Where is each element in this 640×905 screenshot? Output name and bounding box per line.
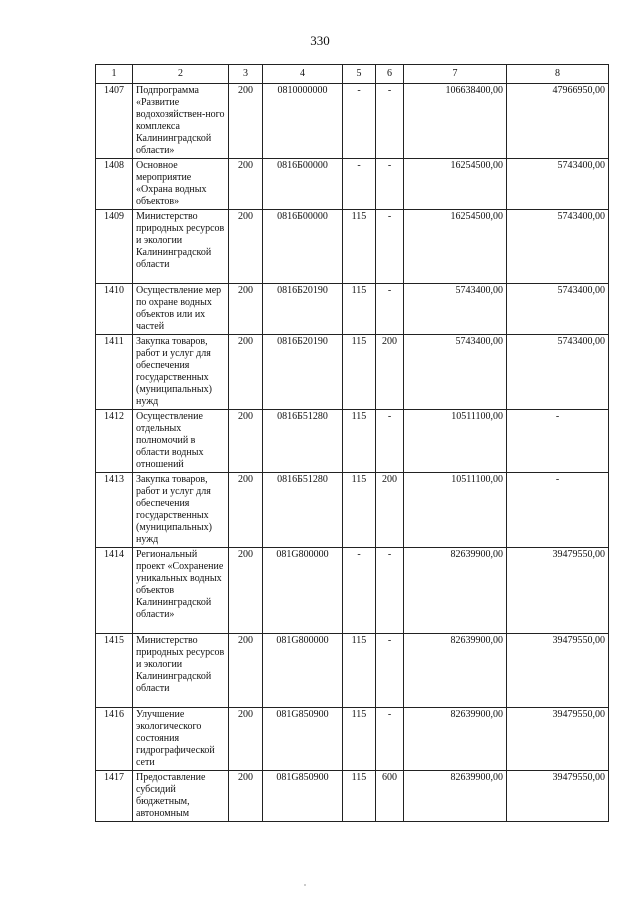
row-code: 200 bbox=[229, 410, 263, 473]
row-section: 115 bbox=[343, 473, 376, 548]
row-sum-2: - bbox=[507, 473, 609, 548]
row-name: Основное мероприятие «Охрана водных объектов» bbox=[133, 159, 229, 210]
row-sum-1: 5743400,00 bbox=[404, 335, 507, 410]
row-name: Осуществление мер по охране водных объектов или их частей bbox=[133, 284, 229, 335]
row-code: 200 bbox=[229, 210, 263, 284]
header-row bbox=[96, 65, 609, 84]
row-number: 1408 bbox=[96, 159, 133, 210]
row-sum-2: 5743400,00 bbox=[507, 335, 609, 410]
row-name: Предоставление субсидий бюджетным, автономным bbox=[133, 771, 229, 822]
table-row bbox=[96, 159, 609, 210]
col-header-1: 1 bbox=[96, 65, 133, 84]
row-sum-2: 5743400,00 bbox=[507, 284, 609, 335]
row-section: 115 bbox=[343, 410, 376, 473]
table-row bbox=[96, 548, 609, 634]
table-row bbox=[96, 634, 609, 708]
row-expense-type: - bbox=[376, 634, 404, 708]
row-expense-type: - bbox=[376, 410, 404, 473]
row-sum-2: 39479550,00 bbox=[507, 708, 609, 771]
row-target-article: 0810000000 bbox=[263, 84, 343, 159]
row-code: 200 bbox=[229, 284, 263, 335]
row-code: 200 bbox=[229, 84, 263, 159]
table-row bbox=[96, 335, 609, 410]
row-sum-2: 39479550,00 bbox=[507, 548, 609, 634]
row-name: Улучшение экологического состояния гидрографической сети bbox=[133, 708, 229, 771]
row-sum-1: 10511100,00 bbox=[404, 410, 507, 473]
row-sum-1: 16254500,00 bbox=[404, 210, 507, 284]
row-number: 1413 bbox=[96, 473, 133, 548]
row-target-article: 0816Б00000 bbox=[263, 159, 343, 210]
row-sum-1: 82639900,00 bbox=[404, 708, 507, 771]
row-target-article: 0816Б51280 bbox=[263, 410, 343, 473]
page-number: 330 bbox=[310, 33, 330, 48]
table-row bbox=[96, 771, 609, 822]
row-sum-1: 82639900,00 bbox=[404, 634, 507, 708]
row-sum-2: 47966950,00 bbox=[507, 84, 609, 159]
row-name: Подпрограмма «Развитие водохозяйствен-ного комплекса Калининградской области» bbox=[133, 84, 229, 159]
col-header-8: 8 bbox=[507, 65, 609, 84]
row-sum-1: 5743400,00 bbox=[404, 284, 507, 335]
table-row bbox=[96, 473, 609, 548]
row-number: 1410 bbox=[96, 284, 133, 335]
row-sum-2: 5743400,00 bbox=[507, 210, 609, 284]
row-target-article: 0816Б00000 bbox=[263, 210, 343, 284]
col-header-7: 7 bbox=[404, 65, 507, 84]
row-section: - bbox=[343, 548, 376, 634]
row-section: 115 bbox=[343, 771, 376, 822]
row-code: 200 bbox=[229, 708, 263, 771]
row-sum-1: 82639900,00 bbox=[404, 548, 507, 634]
row-number: 1415 bbox=[96, 634, 133, 708]
col-header-3: 3 bbox=[229, 65, 263, 84]
row-section: 115 bbox=[343, 284, 376, 335]
row-target-article: 081G800000 bbox=[263, 634, 343, 708]
row-code: 200 bbox=[229, 634, 263, 708]
row-expense-type: 200 bbox=[376, 335, 404, 410]
row-sum-1: 10511100,00 bbox=[404, 473, 507, 548]
row-number: 1407 bbox=[96, 84, 133, 159]
row-name: Министерство природных ресурсов и экологии Калининградской области bbox=[133, 210, 229, 284]
table-row bbox=[96, 708, 609, 771]
row-target-article: 0816Б20190 bbox=[263, 335, 343, 410]
col-header-5: 5 bbox=[343, 65, 376, 84]
row-sum-2: 5743400,00 bbox=[507, 159, 609, 210]
row-name: Закупка товаров, работ и услуг для обеспечения государственных (муниципальных) нужд bbox=[133, 335, 229, 410]
row-sum-1: 106638400,00 bbox=[404, 84, 507, 159]
row-section: 115 bbox=[343, 708, 376, 771]
row-section: - bbox=[343, 84, 376, 159]
row-target-article: 0816Б51280 bbox=[263, 473, 343, 548]
row-section: - bbox=[343, 159, 376, 210]
row-code: 200 bbox=[229, 771, 263, 822]
row-expense-type: - bbox=[376, 708, 404, 771]
row-section: 115 bbox=[343, 210, 376, 284]
table-row bbox=[96, 410, 609, 473]
row-sum-2: 39479550,00 bbox=[507, 771, 609, 822]
col-header-6: 6 bbox=[376, 65, 404, 84]
row-target-article: 081G850900 bbox=[263, 708, 343, 771]
col-header-4: 4 bbox=[263, 65, 343, 84]
row-target-article: 0816Б20190 bbox=[263, 284, 343, 335]
row-number: 1416 bbox=[96, 708, 133, 771]
row-sum-1: 16254500,00 bbox=[404, 159, 507, 210]
row-code: 200 bbox=[229, 548, 263, 634]
row-code: 200 bbox=[229, 335, 263, 410]
row-target-article: 081G850900 bbox=[263, 771, 343, 822]
row-name: Закупка товаров, работ и услуг для обеспечения государственных (муниципальных) нужд bbox=[133, 473, 229, 548]
table-row bbox=[96, 84, 609, 159]
row-sum-2: 39479550,00 bbox=[507, 634, 609, 708]
budget-table bbox=[95, 64, 609, 822]
row-name: Министерство природных ресурсов и экологии Калининградской области bbox=[133, 634, 229, 708]
row-expense-type: - bbox=[376, 284, 404, 335]
row-number: 1412 bbox=[96, 410, 133, 473]
row-section: 115 bbox=[343, 634, 376, 708]
row-expense-type: 600 bbox=[376, 771, 404, 822]
table-row bbox=[96, 210, 609, 284]
row-number: 1414 bbox=[96, 548, 133, 634]
row-sum-2: - bbox=[507, 410, 609, 473]
table-row bbox=[96, 284, 609, 335]
row-expense-type: 200 bbox=[376, 473, 404, 548]
row-expense-type: - bbox=[376, 210, 404, 284]
row-number: 1411 bbox=[96, 335, 133, 410]
row-name: Осуществление отдельных полномочий в области водных отношений bbox=[133, 410, 229, 473]
scan-speck bbox=[304, 884, 306, 886]
row-code: 200 bbox=[229, 159, 263, 210]
row-name: Региональный проект «Сохранение уникальных водных объектов Калининградской области» bbox=[133, 548, 229, 634]
row-number: 1409 bbox=[96, 210, 133, 284]
row-code: 200 bbox=[229, 473, 263, 548]
row-expense-type: - bbox=[376, 548, 404, 634]
row-section: 115 bbox=[343, 335, 376, 410]
row-expense-type: - bbox=[376, 84, 404, 159]
row-sum-1: 82639900,00 bbox=[404, 771, 507, 822]
col-header-2: 2 bbox=[133, 65, 229, 84]
row-number: 1417 bbox=[96, 771, 133, 822]
row-expense-type: - bbox=[376, 159, 404, 210]
row-target-article: 081G800000 bbox=[263, 548, 343, 634]
